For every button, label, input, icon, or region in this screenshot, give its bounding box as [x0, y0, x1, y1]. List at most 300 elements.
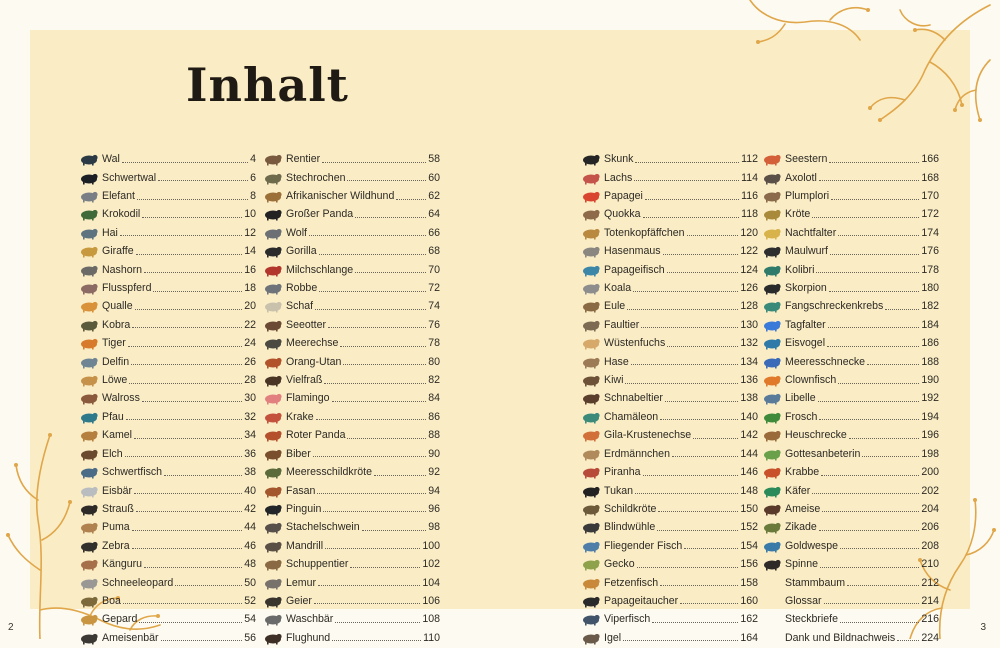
pangolin-icon: [262, 557, 284, 571]
toc-entry-page: 24: [244, 337, 256, 350]
wild-dog-icon: [262, 189, 284, 203]
parrotfish-icon: [580, 263, 602, 277]
dot-leader: [132, 540, 243, 549]
toc-entry[interactable]: [580, 463, 758, 481]
dot-leader: [374, 467, 426, 476]
toc-entry[interactable]: [262, 573, 440, 591]
toc-entry[interactable]: [580, 297, 758, 315]
hare-icon: [580, 355, 602, 369]
mole-icon: [761, 244, 783, 258]
toc-entry[interactable]: [262, 168, 440, 186]
dot-leader: [897, 632, 919, 641]
dot-leader: [158, 172, 248, 181]
dot-leader: [660, 411, 738, 420]
toc-entry-title: Seeotter: [286, 318, 327, 331]
toc-entry-title: Fangschreckenkrebs: [785, 300, 884, 313]
toc-entry[interactable]: [761, 500, 939, 518]
toc-entry[interactable]: [761, 150, 939, 168]
toc-entry-page: 126: [740, 282, 758, 295]
jellyfish-icon: [78, 299, 100, 313]
toc-entry[interactable]: [78, 573, 256, 591]
toc-entry-title: Faultier: [604, 318, 640, 331]
toc-entry-title: Krokodil: [102, 208, 141, 221]
toc-entry-title: Milchschlange: [286, 263, 354, 276]
dot-leader: [125, 448, 243, 457]
toc-entry[interactable]: [78, 242, 256, 260]
dot-leader: [128, 338, 242, 347]
toc-entry-title: Seestern: [785, 153, 828, 166]
toc-entry[interactable]: [262, 316, 440, 334]
toc-entry-page: 70: [428, 263, 440, 276]
toc-entry-page: 52: [244, 594, 256, 607]
dot-leader: [816, 264, 919, 273]
dot-leader: [134, 430, 242, 439]
toc-entry[interactable]: [78, 426, 256, 444]
toc-entry-page: 18: [244, 282, 256, 295]
octopus-icon: [262, 410, 284, 424]
toc-entry-page: 154: [740, 539, 758, 552]
toc-entry[interactable]: [761, 555, 939, 573]
dot-leader: [343, 356, 426, 365]
toc-entry[interactable]: [78, 610, 256, 628]
toc-entry-page: 200: [921, 466, 939, 479]
toc-entry[interactable]: [761, 426, 939, 444]
toc-entry-title: Meeresschildkröte: [286, 466, 372, 479]
toc-entry[interactable]: [761, 371, 939, 389]
toc-entry-page: 50: [244, 576, 256, 589]
toc-entry[interactable]: [78, 500, 256, 518]
shark-icon: [78, 226, 100, 240]
gila-monster-icon: [580, 428, 602, 442]
toc-entry[interactable]: [761, 537, 939, 555]
toc-entry-page: 12: [244, 226, 256, 239]
dot-leader: [142, 393, 242, 402]
toc-entry[interactable]: [262, 500, 440, 518]
toc-entry[interactable]: [761, 352, 939, 370]
toc-entry[interactable]: [761, 205, 939, 223]
crocodile-icon: [78, 207, 100, 221]
rhino-icon: [78, 263, 100, 277]
toc-entry-title: Spinne: [785, 558, 818, 571]
toc-entry-page: 44: [244, 521, 256, 534]
toc-entry-page: 176: [921, 245, 939, 258]
toc-entry-page: 28: [244, 374, 256, 387]
toc-entry[interactable]: [580, 500, 758, 518]
dot-leader: [819, 172, 920, 181]
toc-entry-page: 140: [740, 410, 758, 423]
icon-spacer: [761, 594, 783, 608]
toc-entry[interactable]: [262, 205, 440, 223]
toc-entry-page: 224: [921, 631, 939, 644]
contents-column-1: [78, 150, 256, 647]
walrus-icon: [78, 391, 100, 405]
toc-entry[interactable]: [580, 592, 758, 610]
toc-entry[interactable]: [78, 555, 256, 573]
toc-entry-title: Stachelschwein: [286, 521, 360, 534]
toc-entry-page: 42: [244, 502, 256, 515]
toc-entry[interactable]: [580, 224, 758, 242]
page-number-left: 2: [8, 622, 14, 633]
toc-entry-title: Koala: [604, 282, 632, 295]
toc-entry-title: Pinguin: [286, 502, 322, 515]
toc-entry[interactable]: [761, 316, 939, 334]
toc-entry[interactable]: [580, 316, 758, 334]
toc-entry[interactable]: [262, 555, 440, 573]
toc-entry-page: 118: [741, 208, 758, 221]
toc-entry[interactable]: [78, 334, 256, 352]
dot-leader: [153, 283, 242, 292]
dot-leader: [818, 393, 920, 402]
dot-leader: [822, 503, 919, 512]
toc-entry-title: Orang-Utan: [286, 355, 342, 368]
hedgehog-icon: [580, 631, 602, 645]
toc-entry-page: 66: [428, 226, 440, 239]
porcupine-icon: [262, 520, 284, 534]
toc-entry-title: Känguru: [102, 558, 143, 571]
toc-entry[interactable]: [262, 463, 440, 481]
toc-entry-title: Fasan: [286, 484, 316, 497]
dot-leader: [672, 448, 738, 457]
dot-leader: [144, 264, 242, 273]
toc-entry[interactable]: [78, 352, 256, 370]
toc-entry-page: 110: [423, 631, 440, 644]
toc-entry-page: 186: [921, 337, 939, 350]
dot-leader: [324, 375, 426, 384]
toc-entry-title: Schwertfisch: [102, 466, 163, 479]
toc-entry-title: Kolibri: [785, 263, 815, 276]
dot-leader: [332, 632, 421, 641]
pheasant-icon: [262, 484, 284, 498]
toc-entry[interactable]: [78, 481, 256, 499]
toc-entry[interactable]: [78, 150, 256, 168]
toc-entry-title: Robbe: [286, 282, 318, 295]
toc-entry[interactable]: [262, 389, 440, 407]
toc-entry-title: Skunk: [604, 153, 634, 166]
toc-entry-page: 132: [740, 337, 758, 350]
toc-entry[interactable]: [580, 242, 758, 260]
toc-entry[interactable]: [78, 408, 256, 426]
toc-entry[interactable]: [262, 610, 440, 628]
toc-entry-title: Igel: [604, 631, 622, 644]
moose-icon: [78, 447, 100, 461]
toc-entry[interactable]: [761, 592, 939, 610]
toc-entry-title: Gottesanbeterin: [785, 447, 861, 460]
toc-entry[interactable]: [78, 592, 256, 610]
dot-leader: [340, 338, 426, 347]
vulture-icon: [262, 594, 284, 608]
toc-entry[interactable]: [262, 592, 440, 610]
toc-entry-title: Maulwurf: [785, 245, 828, 258]
toc-entry-title: Tukan: [604, 484, 634, 497]
toc-entry-title: Flusspferd: [102, 282, 152, 295]
toc-entry[interactable]: [761, 279, 939, 297]
toc-entry-title: Tiger: [102, 337, 126, 350]
toc-entry-page: 160: [740, 594, 758, 607]
toc-entry[interactable]: [262, 445, 440, 463]
dot-leader: [323, 503, 426, 512]
toc-entry[interactable]: [262, 518, 440, 536]
toc-entry[interactable]: [761, 297, 939, 315]
contents-column-4: [761, 150, 939, 647]
toc-entry-title: Mandrill: [286, 539, 324, 552]
dot-leader: [164, 467, 242, 476]
toc-entry[interactable]: [580, 279, 758, 297]
page-number-right: 3: [980, 622, 986, 633]
lemur-icon: [262, 576, 284, 590]
toc-entry[interactable]: [262, 242, 440, 260]
toc-entry[interactable]: [262, 371, 440, 389]
skunk-icon: [580, 152, 602, 166]
toc-entry-title: Papageifisch: [604, 263, 665, 276]
toc-entry[interactable]: [761, 463, 939, 481]
toc-entry-page: 4: [250, 153, 256, 166]
toucan-icon: [580, 484, 602, 498]
dot-leader: [396, 191, 426, 200]
toc-entry[interactable]: [761, 334, 939, 352]
toc-entry-page: 94: [428, 484, 440, 497]
toc-entry-title: Piranha: [604, 466, 641, 479]
dot-leader: [665, 393, 738, 402]
toc-entry-title: Wolf: [286, 226, 307, 239]
toc-entry-title: Schnabeltier: [604, 392, 663, 405]
toc-entry[interactable]: [262, 352, 440, 370]
toc-entry[interactable]: [580, 187, 758, 205]
toc-entry-title: Hai: [102, 226, 118, 239]
wolverine-icon: [262, 373, 284, 387]
toc-entry[interactable]: [262, 426, 440, 444]
toad-icon: [761, 207, 783, 221]
toc-entry[interactable]: [78, 297, 256, 315]
toc-entry[interactable]: [78, 316, 256, 334]
toc-entry[interactable]: [761, 573, 939, 591]
toc-entry[interactable]: [761, 389, 939, 407]
toc-entry[interactable]: [580, 205, 758, 223]
toc-entry[interactable]: [580, 408, 758, 426]
axolotl-icon: [761, 171, 783, 185]
toc-entry-title: Goldwespe: [785, 539, 838, 552]
toc-entry[interactable]: [262, 297, 440, 315]
toc-entry[interactable]: [580, 555, 758, 573]
toc-entry[interactable]: [761, 224, 939, 242]
toc-entry[interactable]: [761, 187, 939, 205]
piranha-icon: [580, 465, 602, 479]
toc-entry-title: Schwertwal: [102, 171, 157, 184]
toc-entry[interactable]: [761, 242, 939, 260]
toc-entry-page: 80: [428, 355, 440, 368]
toc-entry[interactable]: [78, 260, 256, 278]
toc-entry-page: 174: [921, 226, 939, 239]
cobra-icon: [78, 318, 100, 332]
toc-entry-page: 104: [422, 576, 440, 589]
toc-entry[interactable]: [262, 334, 440, 352]
toc-entry-title: Gila-Krustenechse: [604, 429, 692, 442]
toc-entry[interactable]: [580, 150, 758, 168]
toc-entry-page: 210: [921, 558, 939, 571]
dot-leader: [652, 614, 738, 623]
toc-entry[interactable]: [580, 334, 758, 352]
toc-entry[interactable]: [78, 629, 256, 647]
dot-leader: [819, 411, 919, 420]
toc-entry[interactable]: [580, 260, 758, 278]
toc-entry[interactable]: [580, 371, 758, 389]
toc-entry-page: 64: [428, 208, 440, 221]
whale-icon: [78, 152, 100, 166]
toc-entry[interactable]: [761, 260, 939, 278]
toc-entry-page: 48: [244, 558, 256, 571]
toc-entry-page: 60: [428, 171, 440, 184]
dot-leader: [142, 209, 242, 218]
butterfly-icon: [761, 318, 783, 332]
toc-entry[interactable]: [761, 629, 939, 647]
toc-entry-title: Walross: [102, 392, 140, 405]
toc-entry[interactable]: [580, 168, 758, 186]
dot-leader: [122, 154, 248, 163]
toc-entry-title: Erdmännchen: [604, 447, 670, 460]
dot-leader: [161, 632, 243, 641]
clownfish-icon: [761, 373, 783, 387]
moth-icon: [761, 226, 783, 240]
toc-entry[interactable]: [262, 537, 440, 555]
beaver-icon: [262, 447, 284, 461]
toc-entry-page: 98: [428, 521, 440, 534]
toc-entry[interactable]: [262, 279, 440, 297]
toc-entry-title: Elefant: [102, 190, 135, 203]
dot-leader: [635, 485, 738, 494]
toc-entry-title: Tagfalter: [785, 318, 826, 331]
toc-entry-title: Rentier: [286, 153, 321, 166]
toc-entry[interactable]: [580, 610, 758, 628]
toc-entry-title: Strauß: [102, 502, 134, 515]
icon-spacer: [761, 631, 783, 645]
toc-entry-page: 202: [921, 484, 939, 497]
toc-entry[interactable]: [761, 610, 939, 628]
dot-leader: [831, 191, 919, 200]
dot-leader: [144, 559, 242, 568]
toc-entry[interactable]: [78, 205, 256, 223]
toc-entry-page: 170: [921, 190, 939, 203]
toc-entry-title: Hase: [604, 355, 629, 368]
toc-entry-title: Gepard: [102, 613, 138, 626]
toc-entry[interactable]: [78, 518, 256, 536]
toc-entry-page: 106: [422, 594, 440, 607]
toc-entry[interactable]: [761, 168, 939, 186]
toc-entry-page: 152: [740, 521, 758, 534]
toc-entry-title: Qualle: [102, 300, 133, 313]
toc-entry-page: 144: [740, 447, 758, 460]
toc-entry[interactable]: [78, 224, 256, 242]
reindeer-icon: [262, 152, 284, 166]
toc-entry-page: 166: [921, 153, 939, 166]
toc-entry[interactable]: [262, 150, 440, 168]
toc-entry-title: Frosch: [785, 410, 818, 423]
dot-leader: [635, 154, 739, 163]
mandrill-icon: [262, 539, 284, 553]
dot-leader: [637, 559, 739, 568]
parrot-icon: [580, 189, 602, 203]
toc-entry-title: Flamingo: [286, 392, 330, 405]
toc-entry-title: Boa: [102, 594, 121, 607]
elephant-icon: [78, 189, 100, 203]
toc-entry[interactable]: [580, 352, 758, 370]
dot-leader: [641, 319, 738, 328]
toc-entry[interactable]: [78, 537, 256, 555]
toc-entry[interactable]: [262, 260, 440, 278]
dot-leader: [314, 595, 420, 604]
dot-leader: [645, 191, 739, 200]
toc-entry[interactable]: [262, 629, 440, 647]
flamingo-icon: [262, 391, 284, 405]
toc-entry-page: 162: [740, 613, 758, 626]
toc-entry[interactable]: [580, 481, 758, 499]
toc-entry-title: Heuschrecke: [785, 429, 847, 442]
toc-entry-page: 116: [741, 190, 758, 203]
toc-entry[interactable]: [580, 426, 758, 444]
toc-entry[interactable]: [78, 168, 256, 186]
toc-entry-page: 194: [921, 410, 939, 423]
toc-entry-title: Skorpion: [785, 282, 827, 295]
toc-entry[interactable]: [262, 481, 440, 499]
dot-leader: [315, 301, 426, 310]
dot-leader: [847, 577, 919, 586]
toc-entry[interactable]: [262, 187, 440, 205]
dot-leader: [819, 522, 920, 531]
toc-entry[interactable]: [761, 445, 939, 463]
toc-entry[interactable]: [78, 187, 256, 205]
toc-entry[interactable]: [761, 408, 939, 426]
toc-entry[interactable]: [580, 518, 758, 536]
tortoise-icon: [580, 502, 602, 516]
toc-entry[interactable]: [580, 389, 758, 407]
starfish-icon: [761, 152, 783, 166]
toc-entry-page: 184: [921, 318, 939, 331]
sea-otter-icon: [262, 318, 284, 332]
toc-entry-page: 32: [244, 410, 256, 423]
toc-entry-page: 178: [921, 263, 939, 276]
toc-entry[interactable]: [78, 371, 256, 389]
toc-entry-page: 192: [921, 392, 939, 405]
quokka-icon: [580, 207, 602, 221]
dot-leader: [317, 485, 426, 494]
dot-leader: [625, 375, 738, 384]
wolf-icon: [262, 226, 284, 240]
toc-entry[interactable]: [78, 445, 256, 463]
toc-entry-page: 122: [740, 245, 758, 258]
toc-entry[interactable]: [262, 408, 440, 426]
toc-entry-title: Gorilla: [286, 245, 317, 258]
toc-entry[interactable]: [78, 389, 256, 407]
toc-entry-title: Kröte: [785, 208, 811, 221]
ant-icon: [761, 502, 783, 516]
toc-entry[interactable]: [78, 279, 256, 297]
toc-entry-page: 190: [921, 374, 939, 387]
dot-leader: [132, 319, 242, 328]
toc-entry[interactable]: [761, 481, 939, 499]
dot-leader: [867, 356, 919, 365]
dot-leader: [135, 301, 243, 310]
toc-entry-title: Biber: [286, 447, 311, 460]
dragonfly-icon: [761, 391, 783, 405]
toc-entry[interactable]: [580, 629, 758, 647]
toc-entry[interactable]: [262, 224, 440, 242]
toc-entry[interactable]: [580, 445, 758, 463]
dot-leader: [862, 448, 919, 457]
toc-entry[interactable]: [580, 573, 758, 591]
toc-entry-page: 128: [740, 300, 758, 313]
toc-entry[interactable]: [580, 537, 758, 555]
toc-entry[interactable]: [761, 518, 939, 536]
toc-entry-page: 72: [428, 282, 440, 295]
toc-entry[interactable]: [78, 463, 256, 481]
